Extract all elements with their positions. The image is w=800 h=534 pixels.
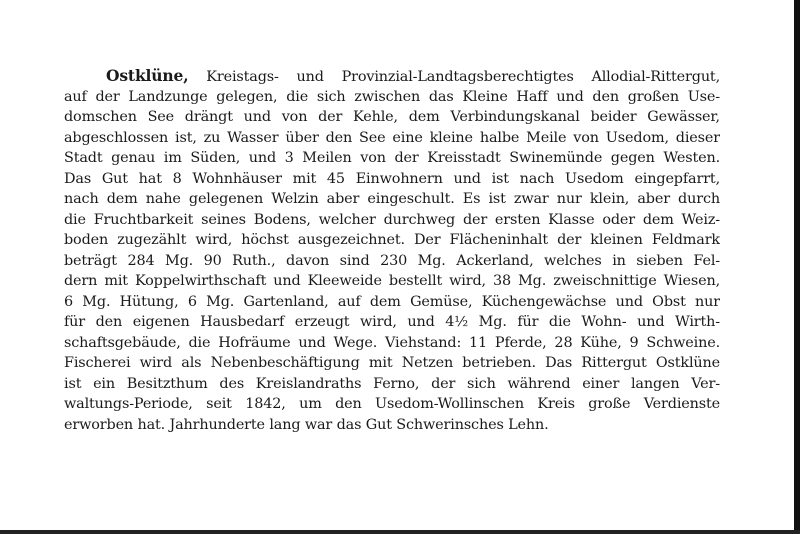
scan-border-bottom [0,530,800,534]
text-line: für den eigenen Hausbedarf erzeugt wird, und 4½ Mg. für die Wohn- und Wirth- [64,314,720,330]
text-line: Das Gut hat 8 Wohnhäuser mit 45 Einwohnern und ist nach Usedom eingepfarrt, [64,170,720,187]
text-line: boden zugezählt wird, höchst ausgezeichnet. Der Flächeninhalt der kleinen Feldmark [64,232,720,248]
text-line: beträgt 284 Mg. 90 Ruth., davon sind 230 Mg. Ackerland, welches in sieben Fel- [64,252,720,269]
text-line: die Fruchtbarkeit seines Bodens, welcher durchweg der ersten Klasse oder dem Weiz- [64,211,720,228]
text-line: Stadt genau im Süden, und 3 Meilen von der Kreisstadt Swinemünde gegen Westen. [64,150,720,166]
text-line: erworben hat. Jahrhunderte lang war das Gut Schwerinsches Lehn. [64,416,549,433]
text-line: nach dem nahe gelegenen Welzin aber eingeschult. Es ist zwar nur klein, aber durch [64,191,720,207]
text-line: schaftsgebäude, die Hofräume und Wege. Viehstand: 11 Pferde, 28 Kühe, 9 Schweine. [64,334,720,351]
text-line: abgeschlossen ist, zu Wasser über den See eine kleine halbe Meile von Usedom, dieser [64,129,720,146]
text-line: dern mit Koppelwirthschaft und Kleeweide bestellt wird, 38 Mg. zweischnittige Wiesen, [64,273,720,289]
text-line: Fischerei wird als Nebenbeschäftigung mit Netzen betrieben. Das Rittergut Ostklüne [64,355,720,371]
text-line: 6 Mg. Hütung, 6 Mg. Gartenland, auf dem Gemüse, Küchengewächse und Obst nur [64,293,720,310]
text-line [64,66,720,87]
text-line: auf der Landzunge gelegen, die sich zwischen das Kleine Haff und den großen Use- [64,88,720,105]
text-line: ist ein Besitzthum des Kreislandraths Ferno, der sich während einer langen Ver- [64,375,720,392]
scan-border-right [794,0,800,534]
headword: Ostklüne, [106,66,189,85]
text-line: domschen See drängt und von der Kehle, dem Verbindungskanal beider Gewässer, [64,109,720,125]
document-paragraph [64,66,720,435]
text-line-content: Kreistags- und Provinzial-Landtagsberechtigtes Allodial-Rittergut, [188,69,720,85]
text-line: waltungs-Periode, seit 1842, um den Usedom-Wollinschen Kreis große Verdienste [64,396,720,412]
